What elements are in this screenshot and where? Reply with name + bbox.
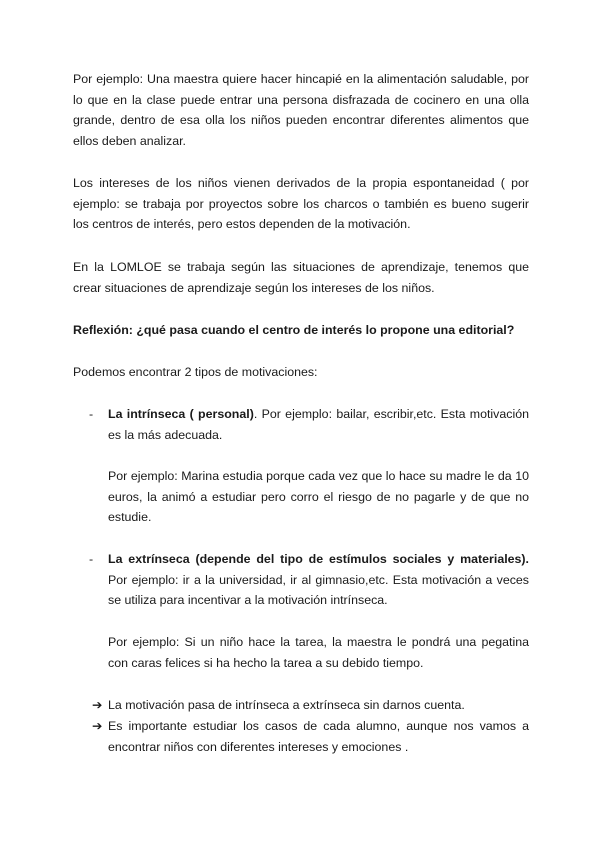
reflection-heading: Reflexión: ¿qué pasa cuando el centro de interés lo propone una editorial?: [73, 323, 515, 337]
paragraph-children-interests: Los intereses de los niños vienen derivados de la propia espontaneidad ( por ejemplo: se trabaja por proyectos sobre los charcos o también es bueno sugerir los centros de interés, pero estos dependen de la motivación.: [73, 176, 529, 232]
arrow-item: La motivación pasa de intrínseca a extrínseca sin darnos cuenta.: [108, 698, 465, 712]
list-item-intrinsic: [108, 404, 529, 445]
paragraph-lomloe: En la LOMLOE se trabaja según las situaciones de aprendizaje, tenemos que crear situaciones de aprendizaje según los intereses de los niños.: [73, 260, 529, 295]
list-item-example: Por ejemplo: Si un niño hace la tarea, la maestra le pondrá una pegatina con caras felices si ha hecho la tarea a su debido tiempo.: [108, 635, 529, 670]
list-item-extrinsic: [108, 549, 529, 611]
list-item-example: Por ejemplo: Marina estudia porque cada vez que lo hace su madre le da 10 euros, la animó a estudiar pero corro el riesgo de no pagarle y de que no estudie.: [108, 469, 529, 525]
arrow-item: Es importante estudiar los casos de cada alumno, aunque nos vamos a encontrar niños con diferentes intereses y emociones .: [108, 719, 529, 754]
list-item-text: . Por ejemplo: bailar, escribir,etc. Esta motivación es la más adecuada.: [108, 407, 529, 442]
list-item-text: Por ejemplo: ir a la universidad, ir al gimnasio,etc. Esta motivación a veces se utiliza para incentivar a la motivación intrínseca.: [108, 572, 529, 608]
list-item-title: La intrínseca ( personal): [108, 407, 254, 421]
list-dash-marker: -: [89, 407, 94, 421]
list-item-title: La extrínseca (depende del tipo de estímulos sociales y materiales).: [108, 552, 529, 566]
paragraph-example-teacher: Por ejemplo: Una maestra quiere hacer hincapié en la alimentación saludable, por lo que en la clase puede entrar una persona disfrazada de cocinero en una olla grande, dentro de esa olla los niños pueden encontrar diferentes alimentos que ellos deben analizar.: [73, 72, 529, 148]
arrow-bullet-icon: ➔: [92, 698, 103, 712]
list-dash-marker: -: [89, 552, 94, 566]
paragraph-motivation-types: Podemos encontrar 2 tipos de motivaciones:: [73, 365, 318, 379]
arrow-bullet-icon: ➔: [92, 719, 103, 733]
